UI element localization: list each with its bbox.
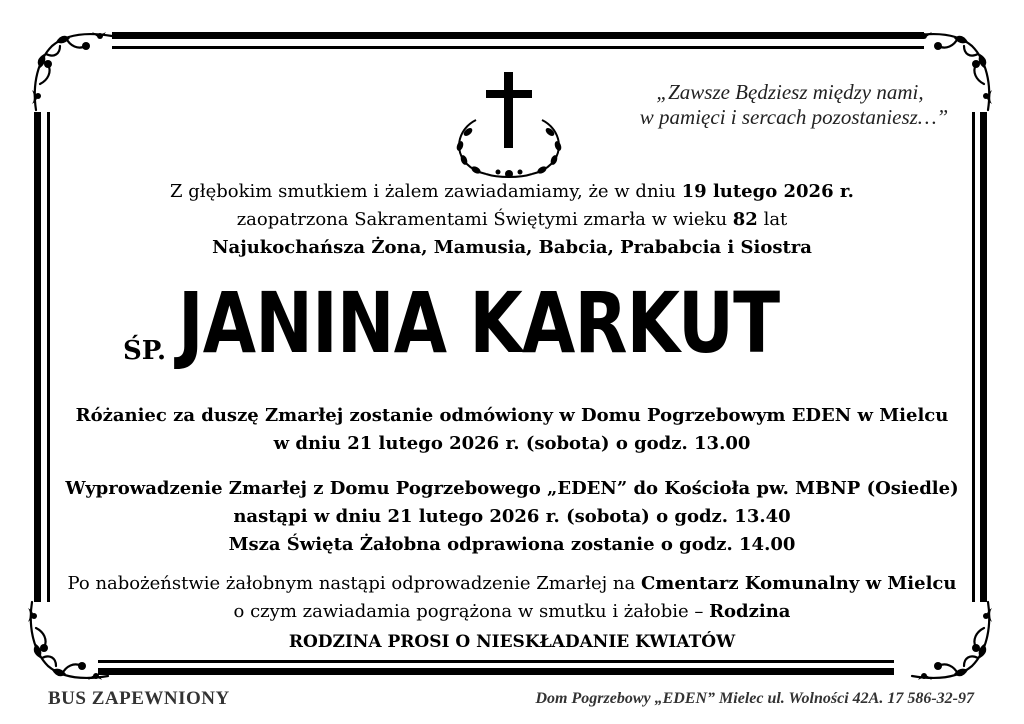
procession-block <box>60 475 964 559</box>
rosary-line-2: w dniu 21 lutego 2026 r. (sobota) o godz. 13.00 <box>273 433 751 454</box>
family-roles: Najukochańsza Żona, Mamusia, Babcia, Prababcia i Siostra <box>212 237 812 258</box>
cemetery: Cmentarz Komunalny w Mielcu <box>640 573 957 594</box>
age: 82 <box>732 209 758 230</box>
burial-block <box>60 570 964 626</box>
quote-line-2: w pamięci i sercach pozostaniesz…” <box>639 105 949 129</box>
quote-line-1: „Zawsze Będziesz między nami, <box>656 80 924 104</box>
rosary-line-1: Różaniec za duszę Zmarłej zostanie odmówiony w Domu Pogrzebowym EDEN w Mielcu <box>75 405 949 426</box>
announcement-line-1: Z głębokim smutkiem i żalem zawiadamiamy, że w dniu 19 lutego 2026 r. <box>170 181 854 202</box>
rosary-block <box>60 402 964 458</box>
deceased-name: JANINA KARKUT <box>178 274 780 372</box>
procession-line-1: Wyprowadzenie Zmarłej z Domu Pogrzebowego „EDEN” do Kościoła pw. MBNP (Osiedle) <box>65 478 959 499</box>
no-flowers-request: RODZINA PROSI O NIESKŁADANIE KWIATÓW <box>288 632 736 652</box>
floral-corner-ornament-icon <box>26 24 116 114</box>
death-date: 19 lutego 2026 r. <box>681 181 854 202</box>
name-prefix: ŚP. <box>123 336 167 366</box>
cross-wreath-icon <box>446 70 572 180</box>
memorial-quote <box>600 80 980 130</box>
family-signature: Rodzina <box>709 601 791 622</box>
frame-top-thick <box>112 32 924 39</box>
burial-line-2: o czym zawiadamia pogrążona w smutku i żałobie – Rodzina <box>233 601 791 622</box>
deceased-name-row <box>0 268 1024 378</box>
frame-bottom-thick <box>98 668 894 675</box>
burial-line-1: Po nabożeństwie żałobnym nastąpi odprowadzenie Zmarłej na Cmentarz Komunalny w Mielcu <box>67 573 957 594</box>
frame-bottom-thin <box>98 660 894 663</box>
procession-line-2: nastąpi w dniu 21 lutego 2026 r. (sobota) o godz. 13.40 <box>233 506 791 527</box>
frame-top-thin <box>112 46 924 49</box>
announcement-block <box>60 178 964 262</box>
announcement-line-2: zaopatrzona Sakramentami Świętymi zmarła w wieku 82 lat <box>236 209 788 230</box>
funeral-home-contact: Dom Pogrzebowy „EDEN” Mielec ul. Wolności 42A. 17 586-32-97 <box>535 690 974 707</box>
mass-time: Msza Święta Żałobna odprawiona zostanie o godz. 14.00 <box>228 534 796 555</box>
bus-provided: BUS ZAPEWNIONY <box>48 688 230 709</box>
